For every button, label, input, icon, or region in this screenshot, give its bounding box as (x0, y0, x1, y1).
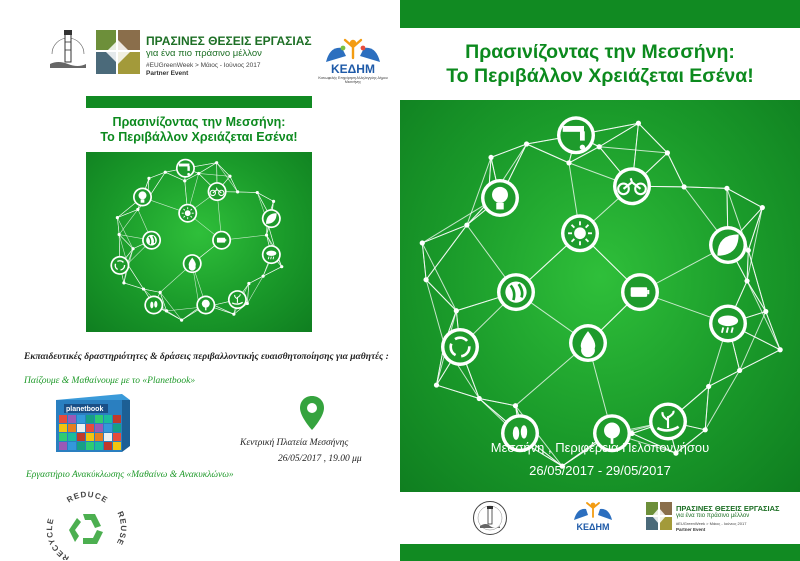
water-drop-icon (183, 254, 202, 273)
footer-badge-subtitle: για ένα πιο πράσινο μέλλον (676, 513, 750, 519)
network-dot (760, 205, 765, 210)
footer-kedhm-logo (566, 500, 620, 538)
network-dot (477, 396, 482, 401)
right-network-graphic (400, 100, 800, 492)
plant-in-hand-icon (649, 402, 687, 440)
network-dot (665, 150, 670, 155)
right-title-line2: Το Περιβάλλον Χρειάζεται Εσένα! (446, 65, 754, 87)
network-dot (159, 291, 162, 294)
network-dot (183, 179, 186, 182)
kedhm-fine-print: Κοινωφελής Επιχείρηση Αλληλεγγύης Δήμου Μεσσήνης (318, 76, 388, 84)
hands-people-icon (312, 36, 394, 64)
bicycle-icon (613, 167, 651, 205)
network-dot (122, 281, 125, 284)
network-dot (232, 313, 235, 316)
badge-subtitle: για ένα πιο πράσινο μέλλον (146, 48, 262, 59)
network-dot (778, 347, 783, 352)
network-lines (422, 123, 780, 466)
network-dot (180, 319, 183, 322)
network-dot (247, 282, 250, 285)
svg-text:REUSE (114, 510, 127, 547)
reuse-word: REUSE (114, 510, 128, 548)
network-dot (142, 287, 145, 290)
network-dot (703, 427, 708, 432)
right-green-bottom-bar (400, 544, 800, 561)
network-dot (488, 155, 493, 160)
globe-icon (142, 231, 161, 250)
plant-in-hand-icon (228, 290, 247, 309)
bulb-icon (481, 179, 519, 217)
event-place: Μεσσήνη , Περιφέρεια Πελοποννήσου (490, 440, 710, 455)
green-top-bar (86, 96, 312, 108)
globe-icon (497, 273, 535, 311)
left-page (0, 0, 398, 561)
network-dot (256, 191, 259, 194)
icon-network-graphic (400, 100, 800, 492)
kedhm-logo-text: ΚΕΔΗΜ (331, 62, 375, 76)
bulb-icon (133, 188, 152, 207)
network-dot (706, 384, 711, 389)
rain-cloud-icon (262, 245, 281, 264)
left-title-box (86, 108, 312, 152)
reduce-reuse-recycle-logo (42, 484, 132, 560)
right-page (400, 0, 800, 561)
network-dot (136, 208, 139, 211)
footer-kedhm-text: ΚΕΔΗΜ (576, 522, 610, 532)
faucet-icon (176, 159, 195, 178)
network-dot (118, 233, 121, 236)
footer-badge-partner: Partner Event (676, 527, 706, 532)
right-green-top-bar (400, 0, 800, 28)
footer-badge-hashtag: #EUGreenWeek > Μάιος - Ιούνιος 2017 (676, 521, 747, 526)
network-dot (513, 403, 518, 408)
photo-collage-icon (646, 502, 672, 530)
rain-cloud-icon (709, 304, 747, 342)
network-dot (597, 144, 602, 149)
leaf-icon (262, 209, 281, 228)
network-dot (165, 309, 168, 312)
hands-people-icon (566, 500, 620, 522)
badge-title: ΠΡΑΣΙΝΕΣ ΘΕΣΕΙΣ ΕΡΓΑΣΙΑΣ (146, 34, 312, 48)
badge-hashtag: #EUGreenWeek > Μάιος - Ιούνιος 2017 (146, 62, 261, 69)
svg-text:RECYCLE (45, 517, 71, 560)
network-dot (724, 186, 729, 191)
network-dot (434, 382, 439, 387)
event-location: Κεντρική Πλατεία Μεσσήνης (240, 438, 349, 448)
badge-partner-label: Partner Event (146, 70, 189, 77)
network-dot (164, 171, 167, 174)
network-dot (236, 190, 239, 193)
network-dot (524, 141, 529, 146)
network-dot (116, 216, 119, 219)
faucet-icon (557, 116, 595, 154)
network-dot (423, 277, 428, 282)
tree-icon (196, 296, 215, 315)
municipality-seal-icon (472, 500, 508, 536)
bicycle-icon (208, 182, 227, 201)
right-title-box (400, 28, 800, 100)
event-datetime: 26/05/2017 , 19.00 μμ (278, 454, 362, 464)
left-title-line1: Πρασινίζοντας την Μεσσήνη: (112, 115, 286, 129)
network-dot (215, 161, 218, 164)
reduce-word: REDUCE (65, 489, 110, 506)
battery-icon (212, 231, 231, 250)
network-dot (228, 175, 231, 178)
network-dot (280, 265, 283, 268)
event-dates: 26/05/2017 - 29/05/2017 (529, 463, 671, 478)
leaf-icon (709, 226, 747, 264)
left-title-line2: Το Περιβάλλον Χρειάζεται Εσένα! (100, 130, 298, 144)
map-pin-icon (300, 396, 324, 430)
icon-network-graphic (86, 152, 312, 332)
network-dot (763, 309, 768, 314)
activities-caption: Εκπαιδευτικές δραστηριότητες & δράσεις περιβαλλοντικής ευαισθητοποίησης για μαθητές : (24, 352, 389, 362)
network-dot (566, 160, 571, 165)
footer-badge-title: ΠΡΑΣΙΝΕΣ ΘΕΣΕΙΣ ΕΡΓΑΣΙΑΣ (676, 504, 780, 513)
battery-icon (621, 273, 659, 311)
photo-collage-icon (96, 30, 140, 74)
planetbook-game-caption: Παίζουμε & Μαθαίνουμε με το «Planetbook» (24, 376, 196, 386)
recycle-icon (110, 256, 129, 275)
sun-icon (178, 204, 197, 223)
network-dot (131, 247, 134, 250)
network-dot (265, 233, 268, 236)
network-dot (272, 200, 275, 203)
network-dot (147, 177, 150, 180)
footer-logos (400, 492, 800, 544)
recycle-workshop-caption: Εργαστήριο Ανακύκλωσης «Μαθαίνω & Ανακυκλώνω» (26, 470, 234, 480)
network-dot (464, 222, 469, 227)
svg-text:REDUCE (65, 490, 109, 505)
network-dot (454, 308, 459, 313)
planetbook-label: planetbook (66, 406, 104, 413)
network-dot (420, 240, 425, 245)
municipality-lighthouse-logo (46, 24, 90, 76)
footprints-icon (144, 296, 163, 315)
kedhm-logo (312, 36, 394, 88)
network-lines (117, 163, 281, 320)
sun-icon (561, 214, 599, 252)
network-dot (737, 368, 742, 373)
planetbook-image (52, 392, 132, 454)
network-dot (197, 172, 200, 175)
recycle-word: RECYCLE (45, 516, 71, 560)
network-dot (636, 121, 641, 126)
green-jobs-badge (96, 30, 312, 82)
network-dot (681, 184, 686, 189)
water-drop-icon (569, 324, 607, 362)
network-dot (744, 278, 749, 283)
right-title-line1: Πρασινίζοντας την Μεσσήνη: (465, 41, 735, 63)
network-dot (262, 275, 265, 278)
recycle-icon (441, 328, 479, 366)
footer-green-jobs-badge (646, 502, 796, 542)
left-network-graphic (86, 152, 312, 332)
